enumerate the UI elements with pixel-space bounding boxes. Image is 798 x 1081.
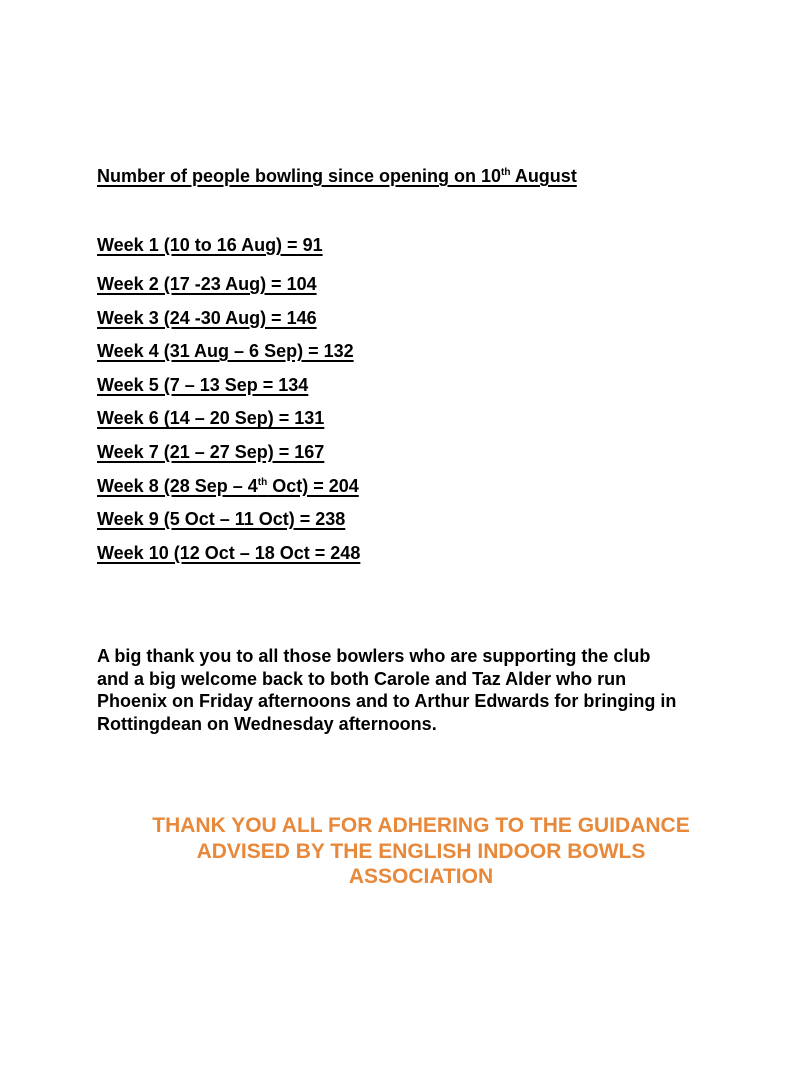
attendance-heading [97, 166, 577, 187]
thanks-line-2: and a big welcome back to both Carole and Taz Alder who run [97, 668, 627, 689]
week-8-superscript: th [257, 476, 268, 488]
week-9-item: Week 9 (5 Oct – 11 Oct) = 238 [97, 509, 346, 530]
week-8-item [97, 474, 360, 508]
week-6-item: Week 6 (14 – 20 Sep) = 131 [97, 408, 325, 429]
thank-you-paragraph [97, 645, 757, 735]
guidance-notice [60, 813, 782, 890]
week-7-item: Week 7 (21 – 27 Sep) = 167 [97, 441, 325, 462]
heading-text-before: Number of people bowling since opening on 10 [97, 166, 502, 186]
week-8-text-after: Oct) = 204 [267, 475, 359, 496]
notice-line-1: THANK YOU ALL FOR ADHERING TO THE GUIDANCE [152, 814, 690, 837]
week-10-item: Week 10 (12 Oct – 18 Oct = 248 [97, 542, 361, 563]
week-5-item: Week 5 (7 – 13 Sep = 134 [97, 374, 309, 395]
week-1-item: Week 1 (10 to 16 Aug) = 91 [97, 235, 323, 255]
week-4-item: Week 4 (31 Aug – 6 Sep) = 132 [97, 341, 354, 362]
week-2-item: Week 2 (17 -23 Aug) = 104 [97, 274, 317, 294]
thanks-line-1: A big thank you to all those bowlers who are supporting the club [97, 646, 651, 666]
notice-line-2: ADVISED BY THE ENGLISH INDOOR BOWLS [196, 839, 646, 863]
week-8-text-before: Week 8 (28 Sep – 4 [97, 475, 258, 496]
week-3-item: Week 3 (24 -30 Aug) = 146 [97, 307, 317, 328]
weekly-attendance-list [97, 233, 360, 574]
heading-text-after: August [510, 166, 577, 186]
thanks-line-4: Rottingdean on Wednesday afternoons. [97, 713, 437, 734]
thanks-line-3: Phoenix on Friday afternoons and to Arthur Edwards for bringing in [97, 691, 677, 711]
heading-superscript: th [501, 167, 511, 178]
notice-line-3: ASSOCIATION [348, 865, 494, 888]
